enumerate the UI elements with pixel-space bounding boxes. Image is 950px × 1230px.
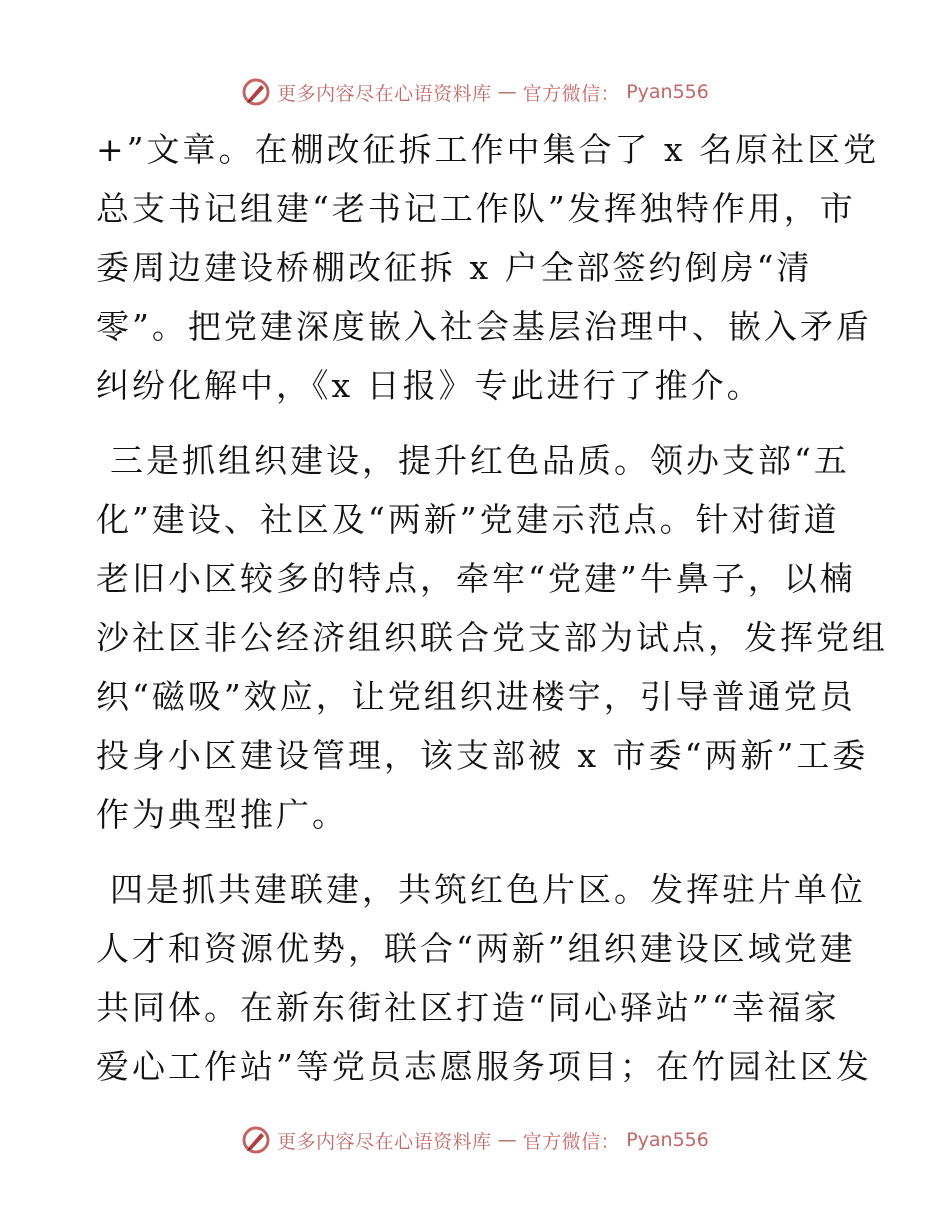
watermark-text: 更多内容尽在心语资料库 [277, 1130, 492, 1153]
watermark-text: 更多内容尽在心语资料库 [277, 82, 492, 105]
watermark-separator: — [497, 81, 517, 103]
text-line: 三是抓组织建设，提升红色品质。领办支部“五 [110, 441, 850, 480]
paragraph-3 [96, 860, 872, 1096]
text-line: 人才和资源优势，联合“两新”组织建设区域党建 [96, 929, 856, 968]
text-line: 化”建设、社区及“两新”党建示范点。针对街道 [96, 500, 840, 539]
watermark-wechat-id: Pyan556 [626, 81, 709, 103]
text-line: 沙社区非公经济组织联合党支部为试点，发挥党组 [96, 618, 888, 657]
quill-logo-icon [241, 77, 271, 107]
watermark-separator: — [497, 1129, 517, 1151]
watermark-wechat-label: 官方微信： [522, 1130, 621, 1153]
watermark-wechat-id: Pyan556 [626, 1129, 709, 1151]
text-line: 作为典型推广。 [96, 795, 348, 834]
paragraph-2 [96, 431, 888, 844]
text-line: +”文章。在棚改征拆工作中集合了 x 名原社区党 [96, 130, 880, 169]
text-line: 委周边建设桥棚改征拆 x 户全部签约倒房“清 [96, 248, 813, 287]
text-line: 纠纷化解中，《x 日报》专此进行了推介。 [96, 366, 763, 405]
text-line: 老旧小区较多的特点，牵牢“党建”牛鼻子，以楠 [96, 559, 856, 598]
text-line: 共同体。在新东街社区打造“同心驿站”“幸福家 [96, 988, 840, 1027]
text-line: 总支书记组建“老书记工作队”发挥独特作用，市 [96, 189, 856, 228]
text-line: 爱心工作站”等党员志愿服务项目；在竹园社区发 [96, 1047, 872, 1086]
paragraph-1 [96, 120, 880, 415]
footer-watermark [0, 1120, 950, 1160]
text-line: 零”。把党建深度嵌入社会基层治理中、嵌入矛盾 [96, 307, 872, 346]
text-line: 织“磁吸”效应，让党组织进楼宇，引导普通党员 [96, 677, 856, 716]
text-line: 投身小区建设管理，该支部被 x 市委“两新”工委 [96, 736, 869, 775]
quill-logo-icon [241, 1125, 271, 1155]
text-line: 四是抓共建联建，共筑红色片区。发挥驻片单位 [110, 870, 866, 909]
document-body [96, 120, 888, 1096]
watermark-wechat-label: 官方微信： [522, 82, 621, 105]
header-watermark [0, 72, 950, 112]
